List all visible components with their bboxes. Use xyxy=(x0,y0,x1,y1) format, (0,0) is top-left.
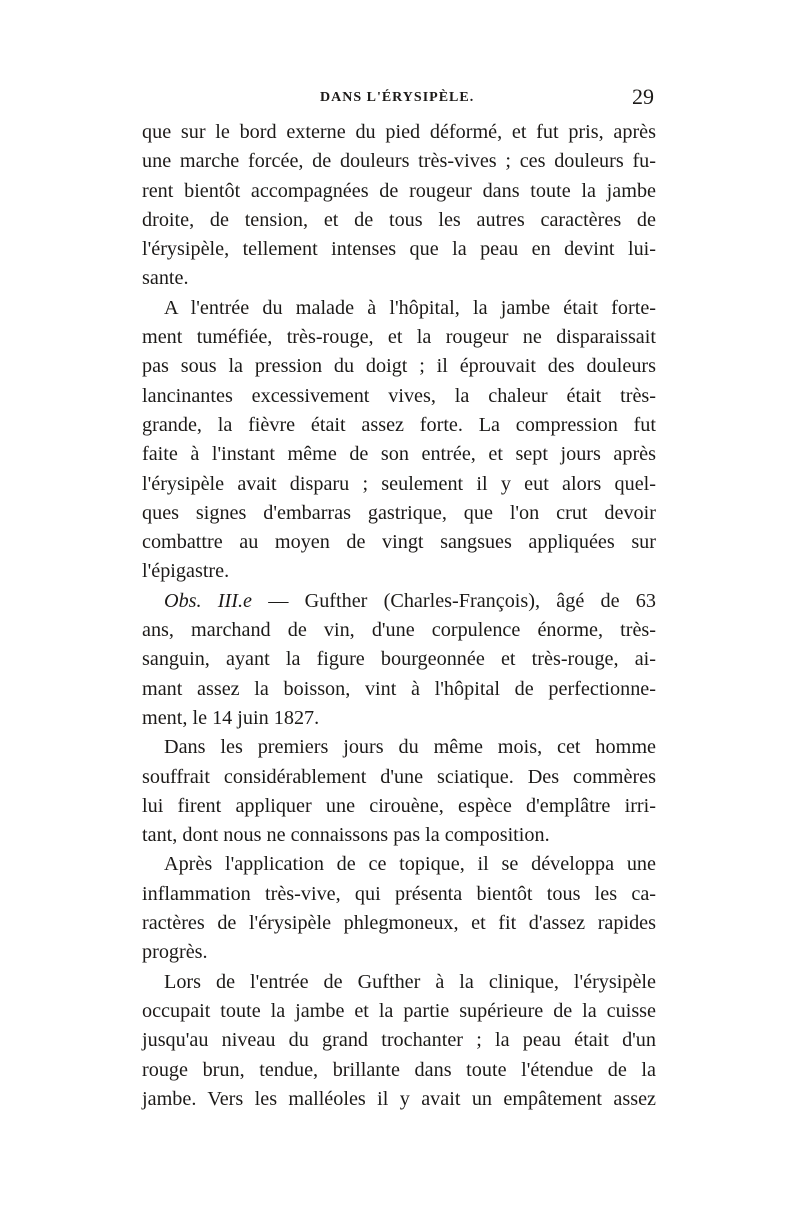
text-line: droite, de tension, et de tous les autres caractères de xyxy=(142,208,656,231)
text-line: grande, la fièvre était assez forte. La compression fut xyxy=(142,413,656,436)
page-number: 29 xyxy=(632,84,654,109)
text-line: Lors de l'entrée de Gufther à la clinique, l'érysipèle xyxy=(164,970,656,993)
observation-text: — Gufther (Charles-François), âgé de 63 xyxy=(251,589,656,612)
text-line: ment, le 14 juin 1827. xyxy=(142,706,320,729)
text-line: occupait toute la jambe et la partie supérieure de la cuisse xyxy=(142,999,656,1022)
text-line: ques signes d'embarras gastrique, que l'on crut devoir xyxy=(142,501,656,524)
text-line: l'épigastre. xyxy=(142,560,230,583)
text-line: Dans les premiers jours du même mois, cet homme xyxy=(164,736,656,759)
body-text xyxy=(142,118,656,1114)
text-line: ans, marchand de vin, d'une corpulence énorme, très- xyxy=(142,619,656,642)
text-line: jambe. Vers les malléoles il y avait un empâtement assez xyxy=(142,1087,656,1110)
text-line: rent bientôt accompagnées de rougeur dans toute la jambe xyxy=(142,179,656,202)
text-line: l'érysipèle avait disparu ; seulement il y eut alors quel- xyxy=(142,472,656,495)
observation-label: Obs. III.e xyxy=(164,589,252,612)
text-line: pas sous la pression du doigt ; il éprouvait des douleurs xyxy=(142,355,656,378)
text-line: sanguin, ayant la figure bourgeonnée et très-rouge, ai- xyxy=(142,648,656,671)
text-line: jusqu'au niveau du grand trochanter ; la peau était d'un xyxy=(142,1029,656,1052)
text-line: faite à l'instant même de son entrée, et sept jours après xyxy=(142,443,656,466)
text-line xyxy=(142,587,656,616)
text-line: lui firent appliquer une cirouène, espèce d'emplâtre irri- xyxy=(142,794,656,817)
text-line: combattre au moyen de vingt sangsues appliquées sur xyxy=(142,531,656,554)
text-line: progrès. xyxy=(142,941,208,964)
text-line: Après l'application de ce topique, il se développa une xyxy=(164,853,656,876)
text-line: une marche forcée, de douleurs très-vives ; ces douleurs fu- xyxy=(142,150,656,173)
text-line: souffrait considérablement d'une sciatique. Des commères xyxy=(142,765,656,788)
text-line: lancinantes excessivement vives, la chaleur était très- xyxy=(142,384,656,407)
text-line: sante. xyxy=(142,267,189,290)
text-line: A l'entrée du malade à l'hôpital, la jambe était forte- xyxy=(164,296,656,319)
text-line: inflammation très-vive, qui présenta bientôt tous les ca- xyxy=(142,882,656,905)
text-line: ractères de l'érysipèle phlegmoneux, et fit d'assez rapides xyxy=(142,912,656,935)
text-line: mant assez la boisson, vint à l'hôpital de perfectionne- xyxy=(142,677,656,700)
text-line: l'érysipèle, tellement intenses que la peau en devint lui- xyxy=(142,238,656,261)
text-line: rouge brun, tendue, brillante dans toute l'étendue de la xyxy=(142,1058,656,1081)
text-line: tant, dont nous ne connaissons pas la composition. xyxy=(142,824,550,847)
text-line: ment tuméfiée, très-rouge, et la rougeur ne disparaissait xyxy=(142,326,656,349)
running-title: DANS L'ÉRYSIPÈLE. xyxy=(320,90,475,105)
text-line: que sur le bord externe du pied déformé, et fut pris, après xyxy=(142,121,656,143)
